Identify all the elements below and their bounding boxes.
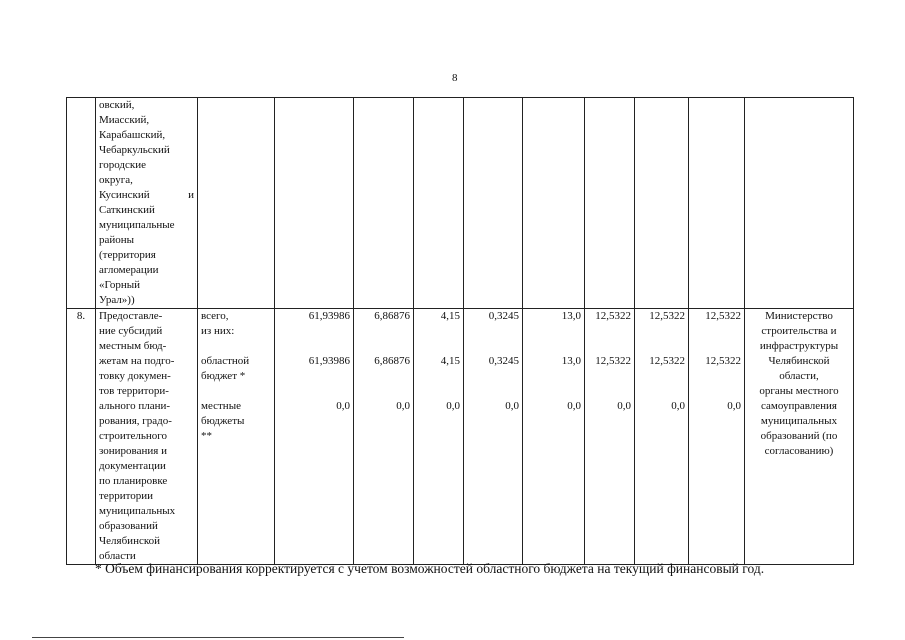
responsible-line: муниципальных <box>760 415 838 427</box>
responsible-line: органы местного <box>759 385 839 397</box>
responsible-line: Министерство <box>765 310 833 322</box>
cell-value-year <box>635 309 689 565</box>
cell-measure-name <box>96 309 198 565</box>
cell-value-year <box>464 309 523 565</box>
name-line: строительного <box>99 430 168 442</box>
page-number: 8 <box>452 72 458 84</box>
name-line: территории <box>99 490 154 502</box>
value: 4,15 <box>440 310 460 322</box>
name-line: муниципальные <box>99 219 175 231</box>
name-line: документации <box>99 460 166 472</box>
value: 61,93986 <box>308 310 350 322</box>
cell-value <box>414 98 464 309</box>
name-line: по планировке <box>99 475 168 487</box>
value: 0,3245 <box>488 355 519 367</box>
name-line: Саткинский <box>99 204 155 216</box>
table-row-continuation <box>67 98 854 309</box>
source-label: ** <box>201 430 212 442</box>
value: 0,0 <box>505 400 519 412</box>
cell-value-year <box>354 309 414 565</box>
source-label: бюджеты <box>201 415 245 427</box>
value: 0,0 <box>567 400 581 412</box>
source-label: из них: <box>201 325 235 337</box>
responsible-line: Челябинской <box>768 355 830 367</box>
name-line: области <box>99 550 136 562</box>
name-line: Карабашский, <box>99 129 166 141</box>
name-line: муниципальных <box>99 505 176 517</box>
value: 61,93986 <box>308 355 350 367</box>
cell-source <box>198 98 275 309</box>
responsible-line: самоуправления <box>761 400 837 412</box>
value: 6,86876 <box>374 310 410 322</box>
name-line: агломерации <box>99 264 159 276</box>
name-line: Чебаркульский <box>99 144 170 156</box>
source-label: областной <box>201 355 250 367</box>
name-line: рования, градо- <box>99 415 172 427</box>
value: 13,0 <box>561 355 581 367</box>
cell-measure-name <box>96 98 198 309</box>
value: 12,5322 <box>649 310 685 322</box>
value: 0,0 <box>671 400 685 412</box>
name-line: городские <box>99 159 147 171</box>
name-line: образований <box>99 520 158 532</box>
name-line: тов территори- <box>99 385 169 397</box>
value: 4,15 <box>440 355 460 367</box>
name-line: жетам на подго- <box>99 355 175 367</box>
name-line: Предоставле- <box>99 310 163 322</box>
cell-funding-source <box>198 309 275 565</box>
cell-responsible <box>745 98 854 309</box>
value: 12,5322 <box>595 310 631 322</box>
cell-value <box>689 98 745 309</box>
cell-value-year <box>585 309 635 565</box>
cell-value-year <box>523 309 585 565</box>
name-line: товку докумен- <box>99 370 171 382</box>
responsible-line: области, <box>779 370 819 382</box>
name-line: Челябинской <box>99 535 161 547</box>
cell-number: 8. <box>67 309 96 565</box>
value: 12,5322 <box>705 355 741 367</box>
name-line: «Горный <box>99 279 141 291</box>
value: 0,0 <box>396 400 410 412</box>
cell-value <box>354 98 414 309</box>
cell-value <box>585 98 635 309</box>
value: 0,0 <box>446 400 460 412</box>
name-line: зонирования и <box>99 445 167 457</box>
source-label: всего, <box>201 310 229 322</box>
name-line: районы <box>99 234 135 246</box>
cell-value <box>464 98 523 309</box>
value: 0,0 <box>617 400 631 412</box>
footnote-separator-line <box>32 637 404 638</box>
value: 12,5322 <box>705 310 741 322</box>
value: 12,5322 <box>595 355 631 367</box>
source-label: бюджет * <box>201 370 246 382</box>
cell-responsible <box>745 309 854 565</box>
responsible-line: образований (по <box>760 430 838 442</box>
cell-value-total <box>275 309 354 565</box>
value: 0,0 <box>727 400 741 412</box>
value: 6,86876 <box>374 355 410 367</box>
value: 0,3245 <box>488 310 519 322</box>
responsible-line: строительства и <box>761 325 837 337</box>
name-line: местным бюд- <box>99 340 167 352</box>
value: 0,0 <box>336 400 350 412</box>
responsible-line: согласованию) <box>764 445 834 457</box>
footnote: * Объем финансирования корректируется с учетом возможностей областного бюджета на текущий финансовый год. <box>95 561 765 576</box>
name-line: Миасский, <box>99 114 150 126</box>
cell-value <box>523 98 585 309</box>
cell-value-year <box>414 309 464 565</box>
name-line: Кусинский и <box>99 189 194 201</box>
name-line: ние субсидий <box>99 325 163 337</box>
name-line: овский, <box>99 99 135 111</box>
cell-number <box>67 98 96 309</box>
name-line: округа, <box>99 174 133 186</box>
source-label: местные <box>201 400 241 412</box>
responsible-line: инфраструктуры <box>759 340 839 352</box>
cell-value-year <box>689 309 745 565</box>
table-row-8 <box>67 309 854 565</box>
name-line: ального плани- <box>99 400 171 412</box>
name-line: (территория <box>99 249 156 261</box>
cell-value <box>275 98 354 309</box>
name-line: Урал»)) <box>99 294 135 306</box>
value: 12,5322 <box>649 355 685 367</box>
value: 13,0 <box>561 310 581 322</box>
cell-value <box>635 98 689 309</box>
financing-table <box>66 97 854 565</box>
